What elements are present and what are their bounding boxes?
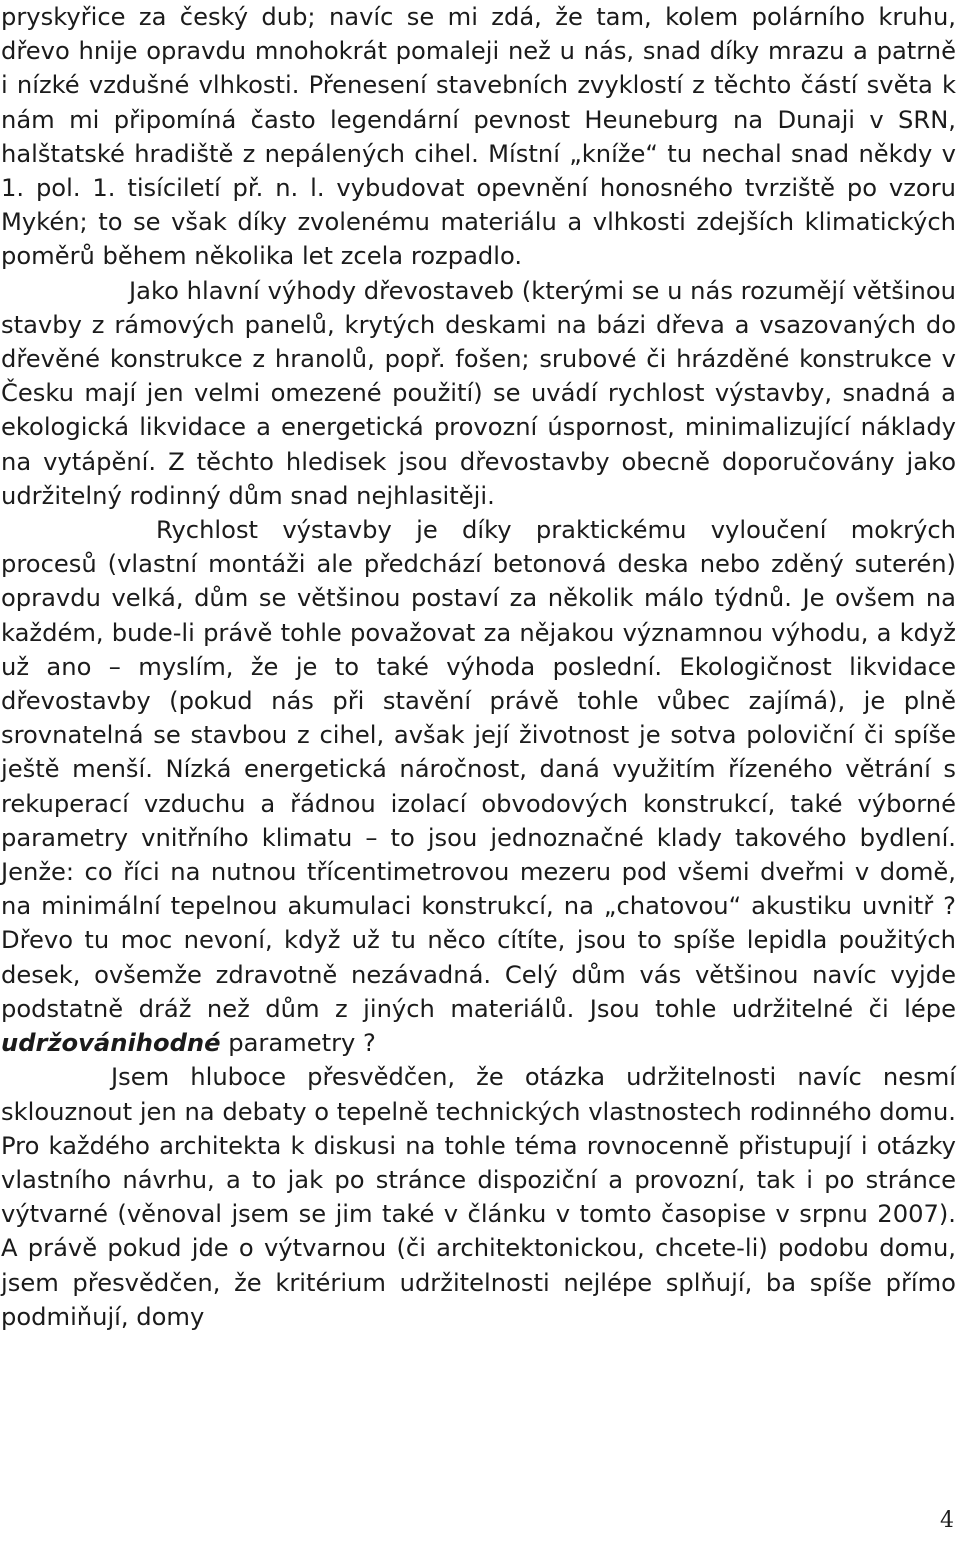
paragraph-3-text-end: parametry ? (220, 1029, 376, 1058)
paragraph-3-text-start: Rychlost výstavby je díky praktickému vyloučení mokrých procesů (vlastní montáži ale předchází betonová deska nebo zděný suterén) opravdu velká, dům se většinou postaví za několik málo týdnů. Je ovšem na každém, bude-li právě tohle považovat za nějakou významnou výhodu, a když už ano – myslím, že je to také výhoda poslední. Ekologičnost likvidace dřevostavby (pokud nás při stavění právě tohle vůbec zajímá), je plně srovnatelná se stavbou z cihel, avšak její životnost je sotva poloviční či spíše ještě menší. Nízká energetická náročnost, daná využitím řízeného větrání s rekuperací vzduchu a řádnou izolací obvodových konstrukcí, také výborné parametry vnitřního klimatu – to jsou jednoznačné klady takového bydlení. Jenže: co říci na nutnou třícentimetrovou mezeru pod všemi dveřmi v domě, na minimální tepelnou akumulaci konstrukcí, na „chatovou“ akustiku uvnitř ? Dřevo tu moc nevoní, když už tu něco cítíte, jsou to spíše lepidla použitých desek, ovšemže zdravotně nezávadná. Celý dům vás většinou navíc vyjde podstatně dráž než dům z jiných materiálů. Jsou tohle udržitelné či lépe (1, 516, 956, 1023)
paragraph-3 (1, 513, 956, 1060)
paragraph-1: pryskyřice za český dub; navíc se mi zdá, že tam, kolem polárního kruhu, dřevo hnije opravdu mnohokrát pomaleji než u nás, snad díky mrazu a patrně i nízké vzdušné vlhkosti. Přenesení stavebních zvyklostí z těchto částí světa k nám mi připomíná často legendární pevnost Heuneburg na Dunaji v SRN, halštatské hradiště z nepálených cihel. Místní „kníže“ tu nechal snad někdy v 1. pol. 1. tisíciletí př. n. l. vybudovat opevnění honosného tvrziště po vzoru Mykén; to se však díky zvolenému materiálu a vlhkosti zdejších klimatických poměrů během několika let zcela rozpadlo. (1, 3, 956, 271)
paragraph-4: Jsem hluboce přesvědčen, že otázka udržitelnosti navíc nesmí sklouznout jen na debaty o tepelně technických vlastnostech rodinného domu. Pro každého architekta k diskusi na tohle téma rovnocenně přistupují i otázky vlastního návrhu, a to jak po stránce dispoziční a provozní, tak i po stránce výtvarné (věnoval jsem se jim také v článku v tomto časopise v srpnu 2007). A právě pokud jde o výtvarnou (či architektonickou, chcete-li) podobu domu, jsem přesvědčen, že kritérium udržitelnosti nejlépe splňují, ba spíše přímo podmiňují, domy (1, 1063, 956, 1331)
paragraph-2: Jako hlavní výhody dřevostaveb (kterými se u nás rozumějí většinou stavby z rámových panelů, krytých deskami na bázi dřeva a vsazovaných do dřevěné konstrukce z hranolů, popř. fošen; srubové či hrázděné konstrukce v Česku mají jen velmi omezené použití) se uvádí rychlost výstavby, snadná a ekologická likvidace a energetická provozní úspornost, minimalizující náklady na vytápění. Z těchto hledisek jsou dřevostavby obecně doporučovány jako udržitelný rodinný dům snad nejhlasitěji. (1, 276, 956, 510)
emphasized-word: udržovánihodné (1, 1029, 221, 1058)
body-text (1, 0, 956, 1334)
page-number: 4 (940, 1508, 954, 1533)
